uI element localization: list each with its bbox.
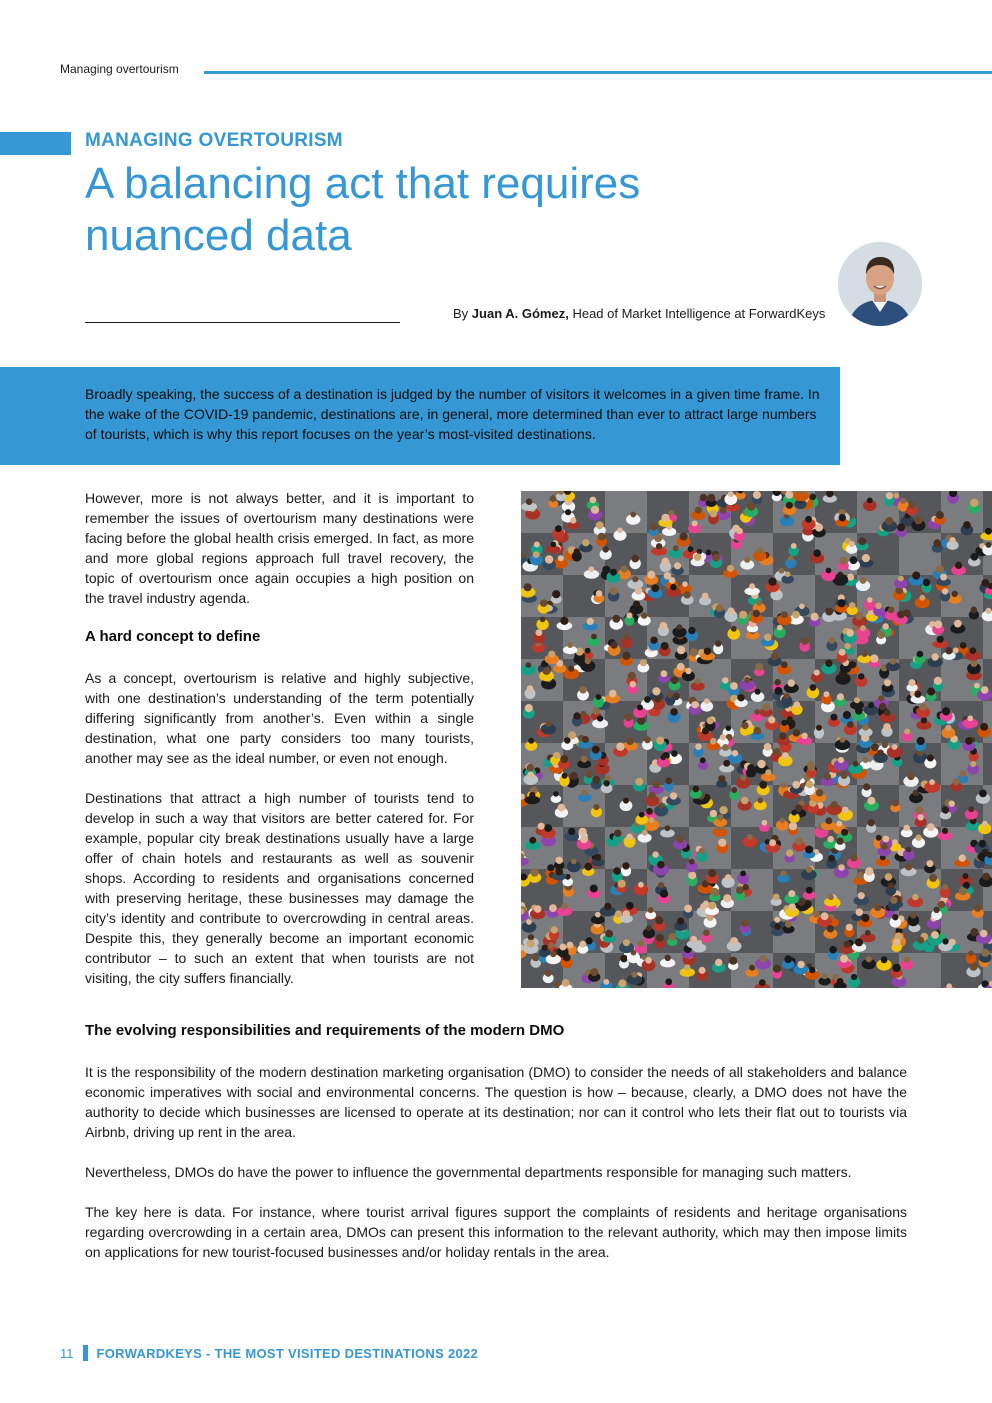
author-avatar [838,242,922,326]
intro-paragraph: Broadly speaking, the success of a destination is judged by the number of visitors it welcomes in a given time frame. In the wake of the COVID-19 pandemic, destinations are, in general, more determined than ever to attract large numbers of tourists, which is why this report focuses on the year’s most-visited destinations. [85,386,820,442]
kicker-accent-bar [0,132,71,155]
paragraph-3: Destinations that attract a high number of tourists tend to develop in such a way that visitors are better catered for. For example, popular city break destinations usually have a large offer of chain hotels and restaurants as well as souvenir shops. According to residents and organisations concerned with preserving heritage, these businesses may damage the city’s identity and contribute to overcrowding in central areas. Despite this, they generally become an important economic contributor – to such an extent that when tourists are not visiting, the city suffers financially. [85,790,474,986]
running-header: Managing overtourism [60,62,179,76]
header-rule [204,71,992,74]
paragraph-6: The key here is data. For instance, where tourist arrival figures support the complaints of residents and heritage organisations regarding overcrowding in a certain area, DMOs can present this information to the relevant authority, which may then impose limits on applications for new tourist-focused businesses and/or holiday rentals in the area. [85,1204,907,1260]
footer-publication: FORWARDKEYS - THE MOST VISITED DESTINATIONS 2022 [96,1345,479,1361]
byline-role: Head of Market Intelligence at ForwardKeys [568,306,826,321]
article-title: A balancing act that requires nuanced data [85,159,641,260]
paragraph-2: As a concept, overtourism is relative and highly subjective, with one destination’s understanding of the term potentially differing significantly from another’s. Even within a single destination, what one party considers too many tourists, another may see as the ideal number, or even not enough. [85,670,474,766]
byline-prefix: By [453,306,472,321]
subheading-hard-concept: A hard concept to define [85,628,261,645]
page-footer [60,1345,478,1361]
author-portrait-icon [838,242,922,326]
footer-separator [83,1345,88,1361]
byline-author: Juan A. Gómez, [471,306,569,321]
section-kicker: MANAGING OVERTOURISM [85,130,343,151]
byline [453,306,825,321]
paragraph-4: It is the responsibility of the modern destination marketing organisation (DMO) to consider the needs of all stakeholders and balance economic imperatives with social and environmental concerns. The question is how – because, clearly, a DMO does not have the authority to decide which businesses are licensed to operate at its destination; nor can it control who lets their flat out to tourists via Airbnb, driving up rent in the area. [85,1064,907,1140]
subheading-dmo: The evolving responsibilities and requirements of the modern DMO [85,1022,565,1039]
crowd-photo [521,491,992,988]
byline-rule [85,322,400,323]
paragraph-5: Nevertheless, DMOs do have the power to influence the governmental departments responsible for managing such matters. [85,1164,852,1180]
crowd-image-icon [521,491,992,988]
page-number: 11 [60,1345,74,1361]
paragraph-1: However, more is not always better, and it is important to remember the issues of overtourism many destinations were facing before the global health crisis emerged. In fact, as more and more global regions approach full travel recovery, the topic of overtourism once again occupies a high position on the travel industry agenda. [85,490,474,606]
